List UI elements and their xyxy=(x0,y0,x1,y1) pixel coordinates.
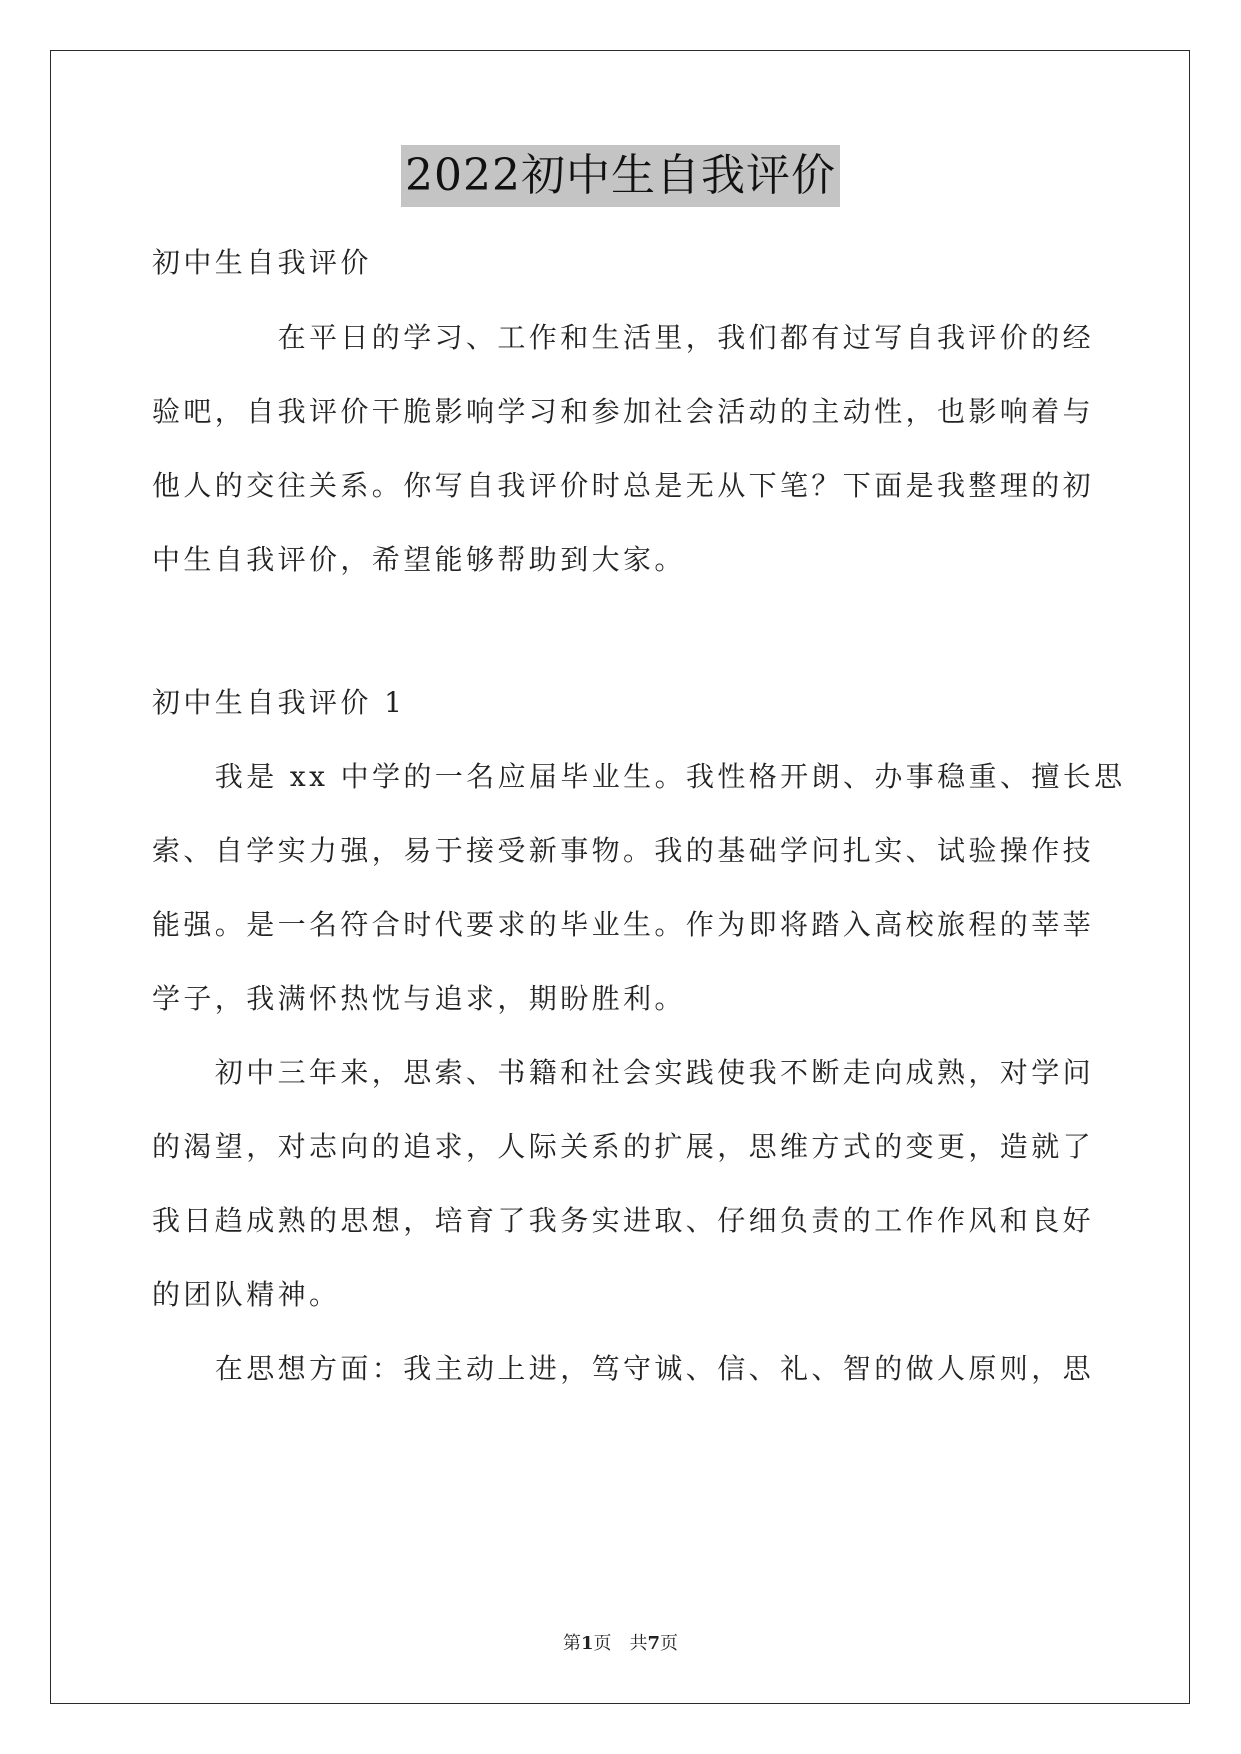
body-line: 能强。是一名符合时代要求的毕业生。作为即将踏入高校旅程的莘莘 xyxy=(152,908,1095,941)
document-title: 2022初中生自我评价 xyxy=(401,145,840,207)
body-line: 他人的交往关系。你写自我评价时总是无从下笔？下面是我整理的初 xyxy=(152,469,1095,502)
footer-suffix: 页 xyxy=(660,1633,679,1654)
section-heading: 初中生自我评价 xyxy=(152,246,372,279)
body-line: 验吧，自我评价干脆影响学习和参加社会活动的主动性，也影响着与 xyxy=(152,395,1095,428)
footer-page-number: 1 xyxy=(580,1633,594,1654)
body-line: 索、自学实力强，易于接受新事物。我的基础学问扎实、试验操作技 xyxy=(152,834,1095,867)
body-line: 在平日的学习、工作和生活里，我们都有过写自我评价的经 xyxy=(152,321,1095,354)
page-footer xyxy=(0,1632,1241,1656)
body-line: 的团队精神。 xyxy=(152,1278,341,1311)
body-line: 学子，我满怀热忱与追求，期盼胜利。 xyxy=(152,982,686,1015)
section-heading: 初中生自我评价 1 xyxy=(152,686,406,719)
footer-prefix: 第 xyxy=(562,1633,581,1654)
page-border xyxy=(50,50,1190,1704)
body-line: 在思想方面：我主动上进，笃守诚、信、礼、智的做人原则，思 xyxy=(152,1352,1095,1385)
footer-middle: 页 共 xyxy=(593,1633,648,1654)
title-container xyxy=(0,145,1241,207)
body-line: 初中三年来，思索、书籍和社会实践使我不断走向成熟，对学问 xyxy=(152,1056,1095,1089)
footer-total-pages: 7 xyxy=(647,1633,661,1654)
body-line: 我日趋成熟的思想，培育了我务实进取、仔细负责的工作作风和良好 xyxy=(152,1204,1095,1237)
body-line: 的渴望，对志向的追求，人际关系的扩展，思维方式的变更，造就了 xyxy=(152,1130,1095,1163)
body-line: 我是 xx 中学的一名应届毕业生。我性格开朗、办事稳重、擅长思 xyxy=(152,760,1126,793)
body-line: 中生自我评价，希望能够帮助到大家。 xyxy=(152,543,686,576)
